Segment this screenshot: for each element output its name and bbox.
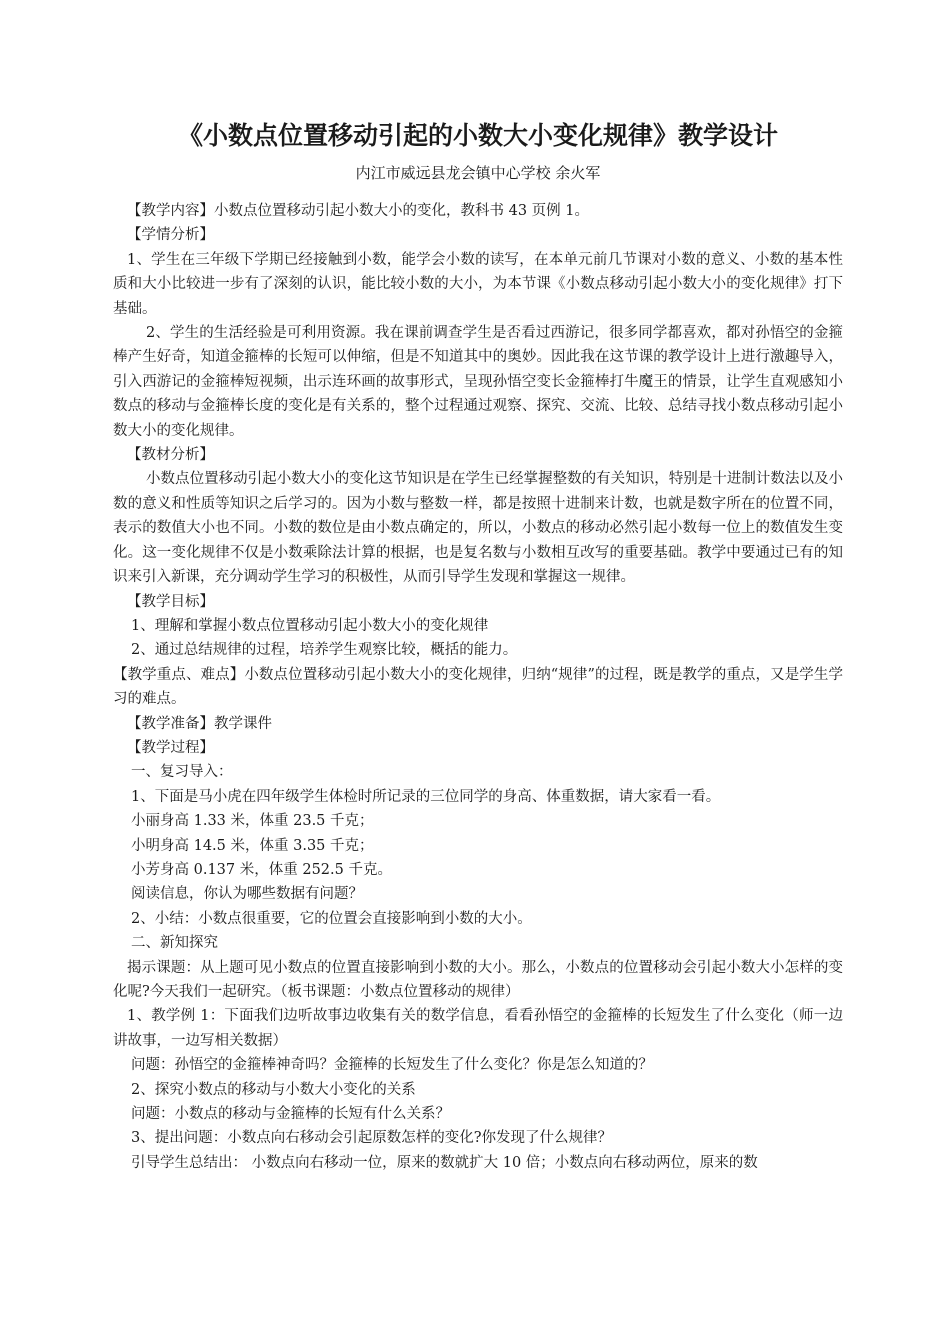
author-line: 内江市威远县龙会镇中心学校 余火军 [355,164,601,182]
teaching-goals-heading: 【教学目标】 [127,593,214,610]
teaching-goal-2: 2、通过总结规律的过程，培养学生观察比较，概括的能力。 [131,642,518,659]
question-line-2: 问题：小数点的移动与金箍棒的长短有什么关系？ [131,1106,450,1123]
guide-summary-line: 引导学生总结出： 小数点向右移动一位，原来的数就扩大 10 倍；小数点向右移动两位，原来的数 [131,1154,758,1171]
teaching-prep-line: 【教学准备】教学课件 [127,715,272,732]
student-analysis-paragraph-2: 2、学生的生活经验是可利用资源。我在课前调查学生是否看过西游记，很多同学都喜欢，都对孙悟空的金箍棒产生好奇，知道金箍棒的长短可以伸缩，但是不知道其中的奥妙。因此我在这节课的教学设计上进行激趣导入，引入西游记的金箍棒短视频，出示连环画的故事形式，呈现孙悟空变长金箍棒打牛魔王的情景，让学生直观感知小数点的移动与金箍棒长度的变化是有关系的，整个过程通过观察、探究、交流、比较、总结寻找小数点移动引起小数大小的变化规律。 [113,325,843,439]
document-page [113,118,843,1175]
material-analysis-heading: 【教材分析】 [127,447,214,464]
student-analysis-paragraph-1: 1、学生在三年级下学期已经接触到小数，能学会小数的读写，在本单元前几节课对小数的意义、小数的基本性质和大小比较进一步有了深刻的认识，能比较小数的大小，为本节课《小数点移动引起小数大小的变化规律》打下基础。 [113,251,843,317]
example-1-paragraph: 1、教学例 1：下面我们边听故事边收集有关的数学信息，看看孙悟空的金箍棒的长短发生了什么变化（师一边讲故事，一边写相关数据） [113,1008,843,1049]
material-analysis-paragraph: 小数点位置移动引起小数大小的变化这节知识是在学生已经掌握整数的有关知识，特别是十进制计数法以及小数的意义和性质等知识之后学习的。因为小数与整数一样，都是按照十进制来计数，也就是数字所在的位置不同，表示的数值大小也不同。小数的数位是由小数点确定的，所以，小数点的移动必然引起小数每一位上的数值发生变化。这一变化规律不仅是小数乘除法计算的根据，也是复名数与小数相互改写的重要基础。教学中要通过已有的知识来引入新课，充分调动学生学习的积极性，从而引导学生发现和掌握这一规律。 [113,471,843,586]
key-difficulty-paragraph: 【教学重点、难点】小数点位置移动引起小数大小的变化规律，归纳“规律”的过程，既是教学的重点，又是学生学习的难点。 [113,666,843,708]
data-line-xiaofang: 小芳身高 0.137 米，体重 252.5 千克。 [131,861,392,878]
teaching-goal-1: 1、理解和掌握小数点位置移动引起小数大小的变化规律 [131,617,489,634]
teaching-content-line: 【教学内容】小数点位置移动引起小数大小的变化，教科书 43 页例 1。 [127,203,590,219]
explore-line: 2、探究小数点的移动与小数大小变化的关系 [131,1081,416,1098]
summary-line: 2、小结：小数点很重要，它的位置会直接影响到小数的大小。 [131,910,532,927]
teaching-process-heading: 【教学过程】 [127,739,214,756]
review-heading: 一、复习导入： [131,764,233,781]
reveal-topic-paragraph: 揭示课题：从上题可见小数点的位置直接影响到小数的大小。那么，小数点的位置移动会引起小数大小怎样的变化呢?今天我们一起研究。（板书课题：小数点位置移动的规律） [113,959,843,1000]
new-knowledge-heading: 二、新知探究 [131,935,218,952]
document-title: 《小数点位置移动引起的小数大小变化规律》教学设计 [177,121,778,150]
reading-question: 阅读信息，你认为哪些数据有问题？ [131,886,363,903]
data-line-xiaoming: 小明身高 14.5 米，体重 3.35 千克； [131,837,374,854]
student-analysis-heading: 【学情分析】 [127,227,214,244]
question-line-1: 问题：孙悟空的金箍棒神奇吗？金箍棒的长短发生了什么变化？你是怎么知道的？ [131,1057,653,1074]
review-item-1: 1、下面是马小虎在四年级学生体检时所记录的三位同学的身高、体重数据，请大家看一看。 [131,788,721,805]
raise-question-line: 3、提出问题：小数点向右移动会引起原数怎样的变化?你发现了什么规律？ [131,1130,612,1147]
data-line-xiaoli: 小丽身高 1.33 米，体重 23.5 千克； [131,813,374,830]
